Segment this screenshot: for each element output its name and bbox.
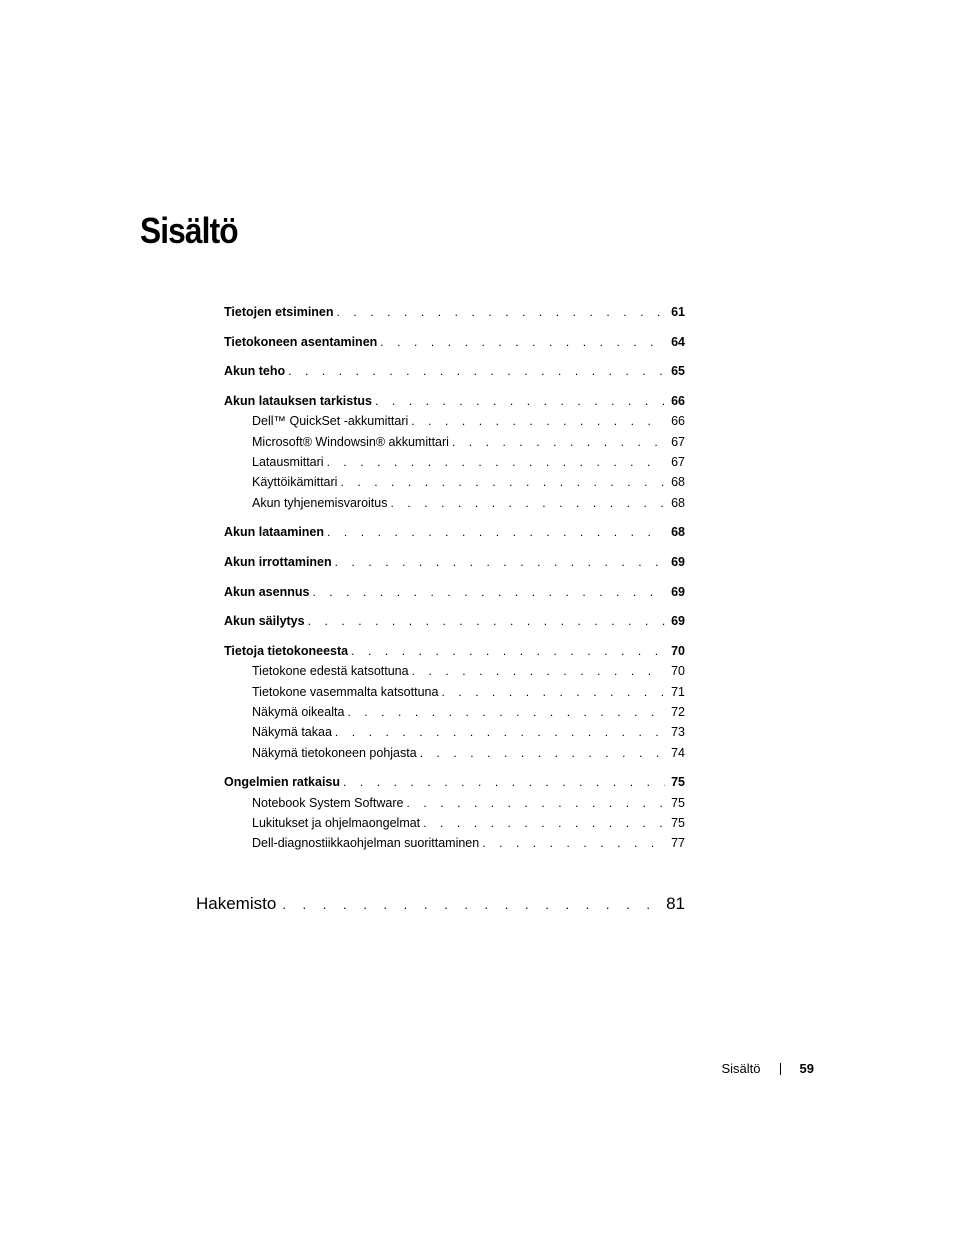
toc-index-page: 81 [666, 894, 685, 913]
toc-entry-page: 69 [671, 584, 685, 599]
dot-leader [441, 682, 665, 702]
dot-leader [312, 582, 665, 602]
toc-subentry-page: 75 [671, 815, 685, 830]
toc-entry-page: 65 [671, 364, 685, 379]
dot-leader [423, 813, 665, 833]
toc-section [224, 361, 685, 381]
toc-entry-page: 64 [671, 334, 685, 349]
toc-entry[interactable] [224, 641, 685, 661]
toc-subentry[interactable] [224, 682, 685, 702]
toc-subentry[interactable] [224, 813, 685, 833]
toc-entry[interactable] [224, 391, 685, 411]
page-footer [700, 1061, 814, 1076]
toc-entry[interactable] [224, 552, 685, 572]
toc-entry-label: Akun teho [224, 364, 286, 379]
toc-subentry-label: Tietokone vasemmalta katsottuna [252, 684, 439, 699]
toc-subentry-page: 71 [671, 684, 685, 699]
toc-subentry-label: Notebook System Software [252, 795, 404, 810]
dot-leader [411, 411, 665, 431]
toc-entry-label: Akun säilytys [224, 614, 305, 629]
toc-subentry-label: Dell-diagnostiikkaohjelman suorittaminen [252, 836, 480, 851]
page-title: Sisältö [140, 210, 238, 251]
dot-leader [406, 793, 665, 813]
toc-subentry[interactable] [224, 452, 685, 472]
toc-subentry-label: Käyttöikämittari [252, 475, 338, 490]
dot-leader [282, 897, 658, 912]
toc-entry-page: 75 [671, 775, 685, 790]
dot-leader [390, 493, 665, 513]
dot-leader [327, 452, 665, 472]
toc-subentry-page: 67 [671, 454, 685, 469]
toc-subentry-page: 75 [671, 795, 685, 810]
toc-index-entry[interactable] [196, 894, 685, 914]
toc-entry-page: 69 [671, 614, 685, 629]
footer-page-number: 59 [799, 1061, 814, 1076]
toc-subentry-page: 77 [671, 836, 685, 851]
toc-subentry-label: Näkymä takaa [252, 725, 332, 740]
toc-entry-page: 61 [671, 305, 685, 319]
dot-leader [375, 391, 665, 411]
dot-leader [412, 661, 665, 681]
toc-subentry-page: 67 [671, 434, 685, 449]
toc-entry-label: Akun asennus [224, 584, 310, 599]
toc-subentry[interactable] [224, 493, 685, 513]
footer-chapter-label: Sisältö [721, 1061, 761, 1076]
dot-leader [337, 302, 665, 322]
toc-entry-label: Akun latauksen tarkistus [224, 394, 372, 409]
toc-subentry-label: Lukitukset ja ohjelmaongelmat [252, 815, 421, 830]
toc-subentry-label: Näkymä tietokoneen pohjasta [252, 745, 417, 760]
toc-subentry[interactable] [224, 793, 685, 813]
dot-leader [327, 522, 665, 542]
toc-entry-label: Tietojen etsiminen [224, 305, 334, 319]
dot-leader [335, 722, 665, 742]
toc-entry-label: Tietoja tietokoneesta [224, 644, 349, 659]
toc-subentry-page: 72 [671, 704, 685, 719]
toc-entry[interactable] [224, 582, 685, 602]
dot-leader [420, 743, 665, 763]
toc-subentry[interactable] [224, 661, 685, 681]
dot-leader [351, 641, 665, 661]
toc-entry[interactable] [224, 772, 685, 792]
toc-entry-label: Tietokoneen asentaminen [224, 334, 378, 349]
toc-entry-page: 68 [671, 525, 685, 540]
toc-entry[interactable] [224, 361, 685, 381]
toc-subentry-label: Microsoft® Windowsin® akkumittari [252, 434, 449, 449]
dot-leader [347, 702, 665, 722]
toc-entry-page: 70 [671, 644, 685, 659]
toc-subentry-page: 73 [671, 725, 685, 740]
toc-subentry-label: Latausmittari [252, 454, 324, 469]
footer-separator [780, 1063, 781, 1075]
toc-section [224, 391, 685, 513]
toc-entry[interactable] [224, 611, 685, 631]
toc-entry[interactable] [224, 332, 685, 352]
toc-subentry-page: 66 [671, 414, 685, 429]
toc-entry-label: Ongelmien ratkaisu [224, 775, 341, 790]
toc-subentry[interactable] [224, 411, 685, 431]
toc-section [224, 772, 685, 853]
toc-subentry-page: 70 [671, 664, 685, 679]
toc-subentry[interactable] [224, 472, 685, 492]
toc-subentry[interactable] [224, 743, 685, 763]
toc-section [224, 522, 685, 542]
toc-section [224, 552, 685, 572]
toc-subentry[interactable] [224, 702, 685, 722]
toc-subentry-label: Tietokone edestä katsottuna [252, 664, 409, 679]
dot-leader [380, 332, 665, 352]
toc-subentry-page: 68 [671, 495, 685, 510]
toc-entry-label: Akun irrottaminen [224, 555, 332, 569]
toc-subentry-label: Akun tyhjenemisvaroitus [252, 495, 388, 510]
toc-section [224, 302, 685, 322]
dot-leader [452, 432, 665, 452]
dot-leader [482, 833, 665, 853]
toc-entry-label: Akun lataaminen [224, 525, 325, 540]
toc-section [224, 641, 685, 763]
toc-subentry[interactable] [224, 833, 685, 853]
toc-section [224, 332, 685, 352]
toc-section [224, 582, 685, 602]
dot-leader [340, 472, 665, 492]
dot-leader [343, 772, 665, 792]
toc-entry[interactable] [224, 302, 685, 322]
toc-index-label: Hakemisto [196, 894, 277, 913]
toc-subentry[interactable] [224, 722, 685, 742]
toc-subentry-label: Näkymä oikealta [252, 704, 345, 719]
toc-subentry-page: 68 [671, 475, 685, 490]
toc-entry-page: 69 [671, 555, 685, 569]
dot-leader [335, 552, 665, 572]
toc-subentry-page: 74 [671, 745, 685, 760]
dot-leader [308, 611, 665, 631]
dot-leader [288, 361, 665, 381]
toc-subentry[interactable] [224, 432, 685, 452]
toc-entry-page: 66 [671, 394, 685, 409]
toc-section [224, 611, 685, 631]
toc-entry[interactable] [224, 522, 685, 542]
toc-subentry-label: Dell™ QuickSet -akkumittari [252, 414, 409, 429]
